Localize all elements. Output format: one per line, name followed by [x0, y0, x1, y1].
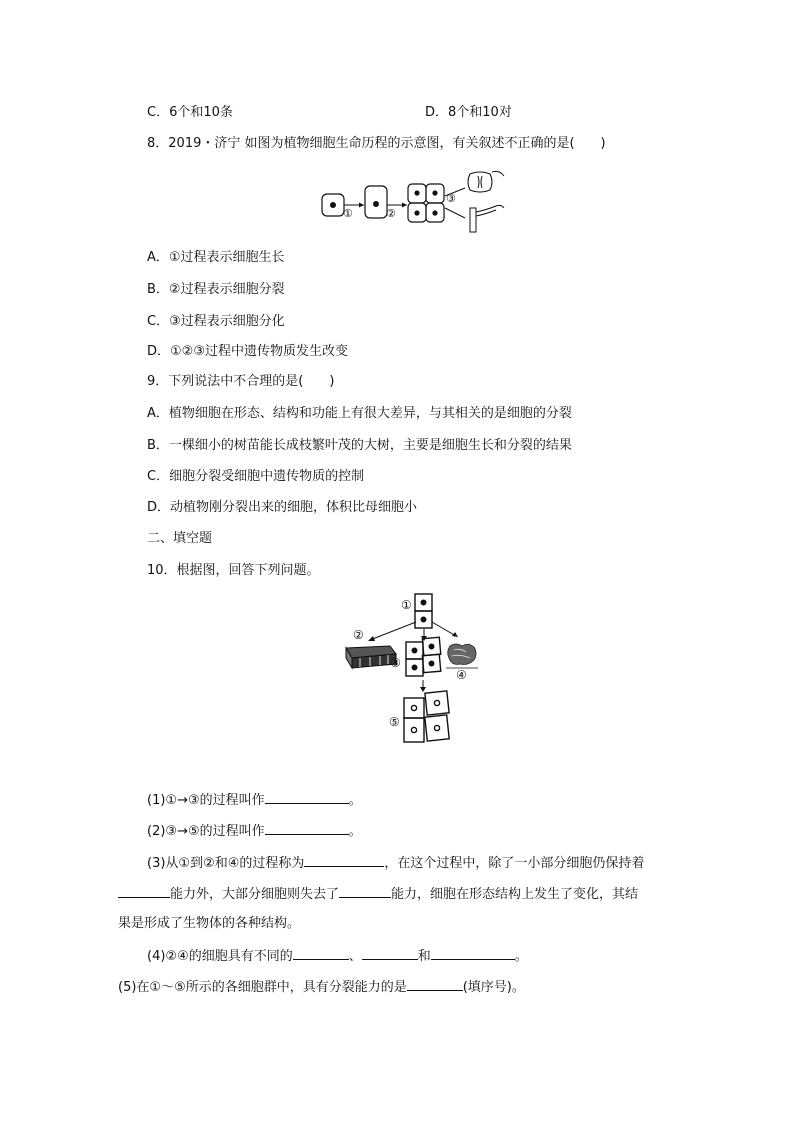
q9-stem: 9．下列说法中不合理的是( ): [147, 374, 335, 389]
q10-cell-group-5: [404, 691, 449, 742]
q10-tissue-4: [446, 644, 478, 668]
answer-blank[interactable]: [339, 884, 391, 898]
q10-part-3-line-3: 果是形成了生物体的各种结构。: [118, 916, 301, 931]
q8-stem: 8．2019・济宁 如图为植物细胞生命历程的示意图，有关叙述不正确的是( ): [147, 136, 606, 151]
q10-part-2-text: (2)③→⑤的过程叫作: [147, 824, 265, 839]
q8-root-hair-drawing: [470, 205, 504, 232]
q10-part-3-line-2: [118, 884, 638, 904]
q10-part-5: [118, 977, 525, 997]
q10-part-3-text-b: ，在这个过程中，除了一小部分细胞仍保持着: [384, 856, 645, 871]
q7-option-d: D．8个和10对: [425, 105, 512, 120]
answer-blank[interactable]: [431, 946, 515, 960]
q8-cell-lifecycle-figure: [318, 168, 508, 238]
q10-part-1-text: (1)①→③的过程叫作: [147, 793, 265, 808]
q9-option-b: B．一棵细小的树苗能长成枝繁叶茂的大树，主要是细胞生长和分裂的结果: [147, 438, 572, 453]
q10-part-2-end: 。: [348, 824, 362, 839]
q10-stem: 10．根据图，回答下列问题。: [147, 563, 320, 578]
q10-label-2: ②: [353, 628, 364, 642]
q10-part-3-text-d: 能力，细胞在形态结构上发生了变化，其结: [391, 887, 639, 902]
q10-cell-group-3: [406, 637, 441, 676]
q8-option-b: B．②过程表示细胞分裂: [147, 282, 285, 297]
q10-part-3-text-c: 能力外，大部分细胞则失去了: [170, 887, 340, 902]
q8-label-3: ③: [446, 192, 456, 205]
q8-cell-group: [408, 184, 444, 222]
q8-option-a: A．①过程表示细胞生长: [147, 250, 285, 265]
answer-blank[interactable]: [407, 977, 463, 991]
answer-blank[interactable]: [265, 790, 349, 804]
answer-blank[interactable]: [118, 884, 170, 898]
answer-blank[interactable]: [362, 946, 418, 960]
q7-option-c: C．6个和10条: [147, 105, 233, 120]
q10-part-4-sep: 、: [348, 949, 362, 964]
q10-part-1: [147, 790, 362, 810]
q10-label-3: ③: [390, 656, 401, 670]
answer-blank[interactable]: [293, 946, 349, 960]
q10-part-4-and: 和: [417, 949, 431, 964]
section-title: 二、填空题: [147, 531, 213, 546]
q10-label-5: ⑤: [389, 715, 400, 729]
q9-option-a: A．植物细胞在形态、结构和功能上有很大差异，与其相关的是细胞的分裂: [147, 406, 572, 421]
answer-blank[interactable]: [265, 821, 349, 835]
q8-label-2: ②: [386, 207, 396, 220]
q10-part-5-end: (填序号)。: [462, 980, 525, 995]
answer-blank[interactable]: [304, 853, 384, 867]
q8-option-c: C．③过程表示细胞分化: [147, 314, 285, 329]
q10-label-1: ①: [401, 598, 412, 612]
q10-part-4-text: (4)②④的细胞具有不同的: [147, 949, 293, 964]
q10-part-4: [147, 946, 528, 966]
q10-part-2: [147, 821, 362, 841]
q10-part-4-end: 。: [514, 949, 528, 964]
q9-option-d: D．动植物刚分裂出来的细胞，体积比母细胞小: [147, 500, 418, 515]
q8-guard-cell-drawing: [468, 172, 504, 193]
q10-part-3-line-1: [147, 853, 644, 873]
q9-option-c: C．细胞分裂受细胞中遗传物质的控制: [147, 469, 365, 484]
q10-part-1-end: 。: [348, 793, 362, 808]
q10-label-4: ④: [456, 668, 467, 682]
q10-part-3-text-a: (3)从①到②和④的过程称为: [147, 856, 305, 871]
q10-part-5-text: (5)在①～⑤所示的各细胞群中，具有分裂能力的是: [118, 980, 407, 995]
q10-cell-group-1: [415, 594, 432, 628]
q8-option-d: D．①②③过程中遗传物质发生改变: [147, 344, 348, 359]
q10-tissue-2: [346, 646, 396, 668]
q8-label-1: ①: [343, 207, 353, 220]
